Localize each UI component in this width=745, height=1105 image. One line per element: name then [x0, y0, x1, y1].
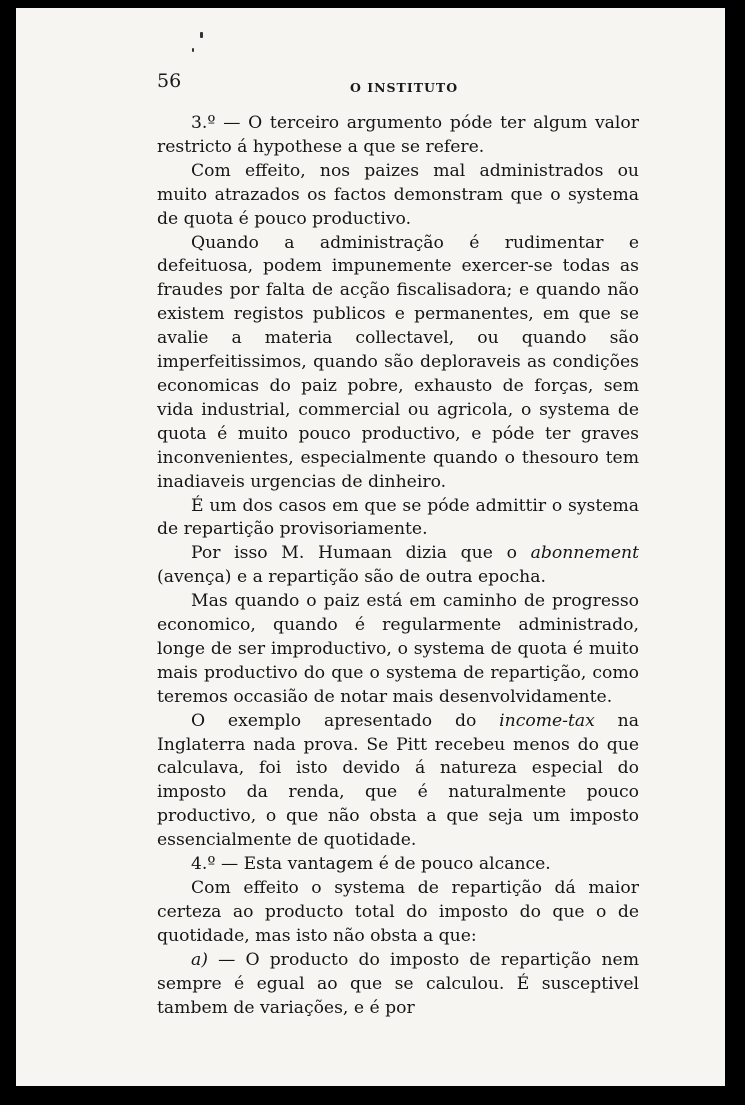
paragraph: 4.º — Esta vantagem é de pouco alcance. [191, 854, 551, 875]
italic-term: income-tax [499, 710, 595, 731]
paragraph [157, 710, 639, 853]
italic-term: abonnement [530, 543, 639, 564]
page-number: 56 [157, 70, 182, 92]
paragraph: Quando a administração é rudimentar e defeituosa, podem impunemente exercer-se todas as fraudes por falta de acção fiscalisadora; e quando não existem registos publicos e permanentes, em que se avalie a materia collectavel, ou quando são imperfeitissimos, quando são deploraveis as condições economicas do paiz pobre, exhausto de forças, sem vida industrial, commercial ou agricola, o systema de quota é muito pouco productivo, e póde ter graves inconvenientes, especialmente quando o thesouro tem inadiaveis urgencias de dinheiro. [157, 232, 639, 492]
paragraph: É um dos casos em que se póde admittir o systema de repartição provisoriamente. [157, 495, 639, 540]
ink-speck [192, 48, 194, 52]
paragraph [157, 949, 639, 1021]
italic-term: a) [191, 949, 208, 970]
running-title: O INSTITUTO [350, 80, 459, 95]
paragraph-text: Por isso M. Humaan dizia que o [191, 543, 531, 564]
paragraph-text: O exemplo apresentado do [191, 710, 500, 731]
paragraph-text: — O producto do imposto de repartição nem sempre é egual ao que se calculou. É susceptivel tambem de variações, e é por [157, 949, 639, 1018]
ink-speck [200, 32, 203, 38]
paragraph: Com effeito, nos paizes mal administrados ou muito atrazados os factos demonstram que o systema de quota é pouco productivo. [157, 160, 639, 229]
paragraph: Com effeito o systema de repartição dá maior certeza ao producto total do imposto do que o de quotidade, mas isto não obsta a que: [157, 878, 639, 946]
paragraph-text: (avença) e a repartição são de outra epocha. [157, 567, 546, 588]
paragraph: Mas quando o paiz está em caminho de progresso economico, quando é regularmente administrado, longe de ser improductivo, o systema de quota é muito mais productivo do que o systema de repartição, como teremos occasião de notar mais desenvolvidamente. [157, 591, 639, 707]
body-text [157, 112, 639, 1020]
paragraph [157, 542, 639, 590]
paragraph-text: na Inglaterra nada prova. Se Pitt recebeu menos do que calculava, foi isto devido á natureza especial do imposto da renda, que é naturalmente pouco productivo, o que não obsta a que seja um imposto essencialmente de quotidade. [157, 710, 639, 851]
paragraph: 3.º — O terceiro argumento póde ter algum valor restricto á hypothese a que se refere. [157, 113, 639, 157]
